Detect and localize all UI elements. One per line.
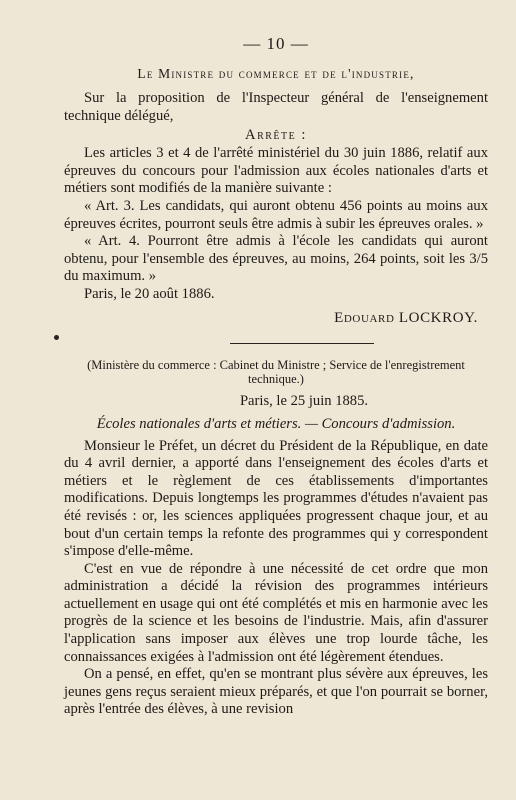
place-date-2: Paris, le 25 juin 1885. [239,392,369,409]
article-intro-paragraph: Les articles 3 et 4 de l'arrêté ministériel du 30 juin 1886, relatif aux épreuves du concours pour l'admission aux écoles nationales d'arts et métiers sont modifiés de la manière suivante : [64,145,488,197]
article-3-paragraph: « Art. 3. Les candidats, qui auront obtenu 456 points au moins aux épreuves écrites, pourront seuls être admis à subir les épreuves orales. » [64,197,488,232]
source-note: (Ministère du commerce : Cabinet du Ministre ; Service de l'enregistrement technique.) [87,357,465,387]
signature-first-name: Edouard [334,309,395,326]
article-4-paragraph: « Art. 4. Pourront être admis à l'école les candidats qui auront obtenu, pour l'ensemble des épreuves, au moins, 264 points, soit les 3/5 du maximum. » [64,233,488,285]
minister-title: Le Ministre du commerce et de l'industrie, [137,66,415,81]
body-paragraph: C'est en vue de répondre à une nécessité de cet ordre que mon administration a décidé la révision des programmes intérieurs actuellement en usage qui ont été complétés et mis en harmonie avec les progrès de la science et les besoins de l'industrie. Mais, afin d'assurer l'application sans imposer aux élèves une trop lourde tâche, les connaissances exigées à l'admission ont été légèrement étendues. [64,560,488,665]
signature [64,310,488,327]
signature-last-name: LOCKROY. [398,309,478,326]
body-paragraph: Monsieur le Préfet, un décret du Président de la République, en date du 4 avril dernier, a apporté dans l'enseignement des écoles d'arts et métiers et le règlement de ces établissements d'importantes modifications. Depuis longtemps les programmes d'études n'avaient pas été revisés : or, les sciences appliquées progressent chaque jour, et au bout d'un certain temps la refonte des programmes qui y correspondent s'impose d'elle-même. [64,437,488,560]
body-paragraph: On a pensé, en effet, qu'en se montrant plus sévère aux épreuves, les jeunes gens reçus seraient mieux préparés, et que l'on pourrait se borner, après l'entrée des élèves, à une revision [64,666,488,718]
page-number: — 10 — [243,34,309,53]
arrete-heading: Arrête : [245,127,307,144]
section-divider [230,343,374,344]
section-heading: Écoles nationales d'arts et métiers. — Concours d'admission. [96,415,456,432]
place-date: Paris, le 20 août 1886. [84,285,215,302]
ink-dot [54,335,59,340]
intro-paragraph: Sur la proposition de l'Inspecteur général de l'enseignement technique délégué, [64,90,488,124]
